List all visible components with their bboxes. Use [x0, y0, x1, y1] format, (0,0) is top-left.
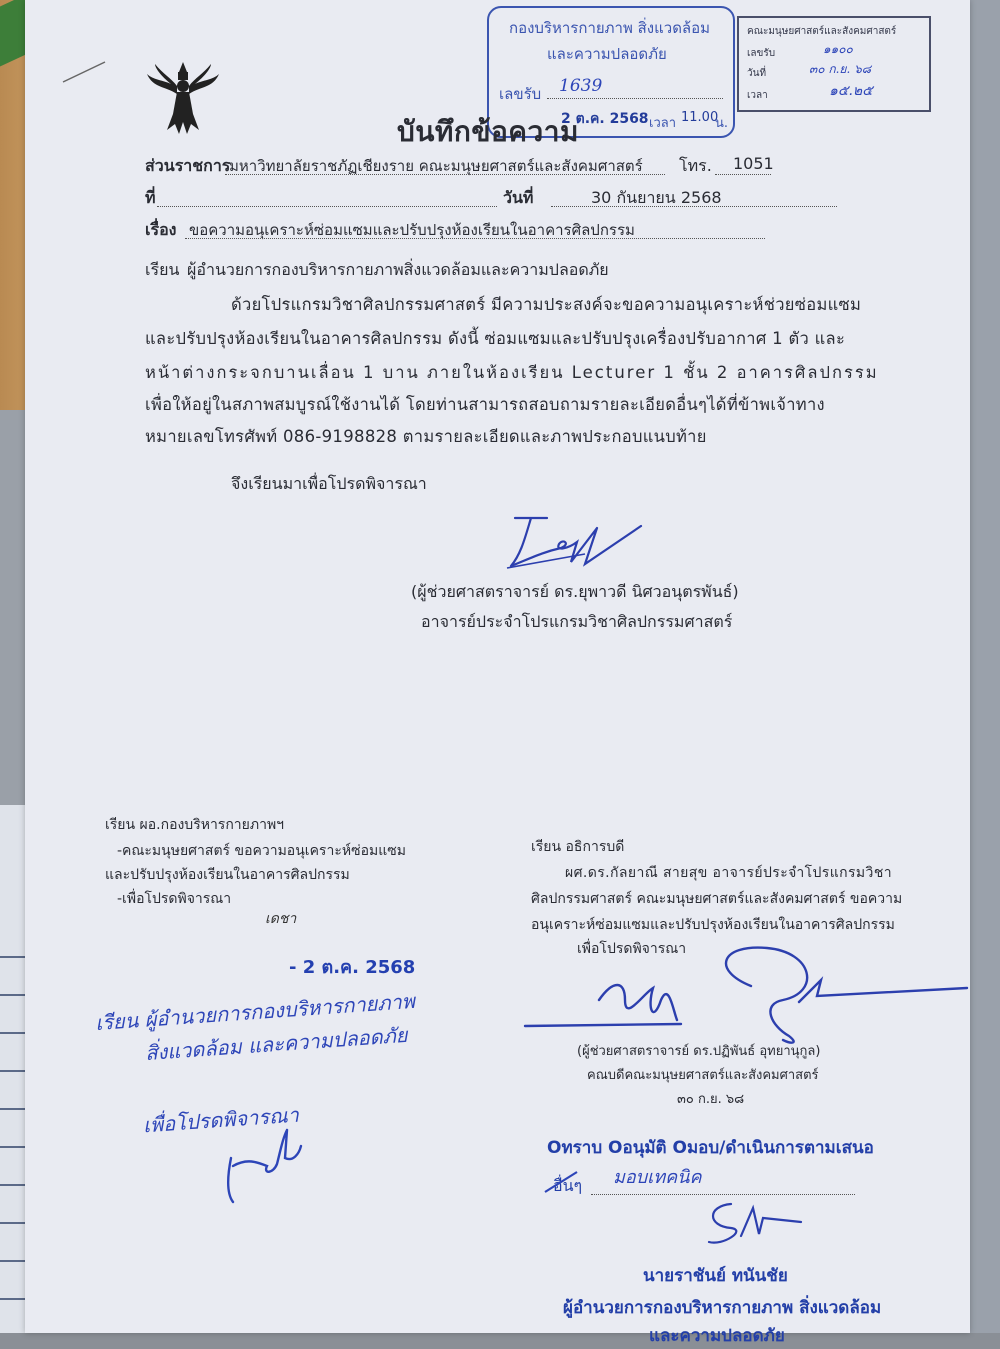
stamp-time-value: 11.00 — [681, 110, 719, 125]
left-hand-line1: เรียน ผู้อำนวยการกองบริหารกายภาพ — [94, 988, 416, 1036]
closing-text: จึงเรียนมาเพื่อโปรดพิจารณา — [231, 474, 427, 493]
subject-label: เรื่อง — [145, 220, 177, 239]
left-note-initials: เดชา — [265, 911, 297, 927]
director-other-value: มอบเทคนิค — [613, 1167, 702, 1188]
left-signature-icon — [217, 1118, 317, 1208]
right-note-line5: เพื่อโปรดพิจารณา — [577, 941, 687, 957]
dean-name: (ผู้ช่วยศาสตราจารย์ ดร.ปฏิพันธ์ อุทยานุกูล) — [577, 1044, 821, 1059]
tel-line — [715, 174, 771, 175]
faculty-stamp-date-label: วันที่ — [747, 68, 767, 79]
left-hand-line3: เพื่อโปรดพิจารณา — [142, 1102, 300, 1138]
stamp-time-suffix: น. — [715, 116, 729, 131]
dean-date: ๓๐ ก.ย. ๖๘ — [677, 1092, 745, 1107]
dept-label: ส่วนราชการ — [145, 156, 231, 175]
subject-value: ขอความอนุเคราะห์ซ่อมแซมและปรับปรุงห้องเรียนในอาคารศิลปกรรม — [189, 221, 635, 239]
date-label: วันที่ — [503, 188, 534, 207]
body-line-4: เพื่อให้อยู่ในสภาพสมบูรณ์ใช้งานได้ โดยท่านสามารถสอบถามรายละเอียดอื่นๆได้ที่ข้าพเจ้าทาง — [145, 395, 825, 414]
body-line-2: และปรับปรุงห้องเรียนในอาคารศิลปกรรม ดังนี้ ซ่อมแซมและปรับปรุงเครื่องปรับอากาศ 1 ตัว และ — [145, 329, 846, 348]
left-note-date-stamp: - 2 ต.ค. 2568 — [289, 957, 416, 978]
faculty-stamp-recv-label: เลขรับ — [747, 48, 776, 59]
body-line-1: ด้วยโปรแกรมวิชาศิลปกรรมศาสตร์ มีความประสงค์จะขอความอนุเคราะห์ช่วยซ่อมแซม — [231, 295, 862, 314]
stamp-recv-line — [547, 98, 723, 99]
director-signature-icon — [701, 1196, 811, 1252]
director-other-line — [591, 1194, 855, 1195]
tel-value: 1051 — [733, 154, 774, 173]
memo-page — [25, 0, 970, 1346]
stamp-recv-label: เลขรับ — [499, 85, 542, 103]
left-note-line2: -คณะมนุษยศาสตร์ ขอความอนุเคราะห์ซ่อมแซม — [117, 843, 406, 859]
faculty-stamp — [737, 16, 931, 112]
dean-signature-icon — [521, 940, 971, 1050]
left-note-line1: เรียน ผอ.กองบริหารกายภาพฯ — [105, 817, 285, 833]
date-line — [551, 206, 837, 207]
faculty-stamp-time-value: ๑๕.๒๕ — [829, 83, 873, 99]
director-name: นายราชันย์ ทนันชัย — [643, 1266, 788, 1286]
garuda-emblem-icon — [143, 58, 223, 138]
subject-line — [185, 238, 765, 239]
right-note-line2: ผศ.ดร.กัลยาณี สายสุข อาจารย์ประจำโปรแกรมวิชา — [565, 865, 892, 881]
ref-label: ที่ — [145, 188, 156, 207]
to-label: เรียน — [145, 260, 180, 279]
director-options: Oทราบ Oอนุมัติ Oมอบ/ดำเนินการตามเสนอ — [547, 1138, 874, 1158]
ref-line — [157, 206, 497, 207]
check-mark-icon — [541, 1168, 581, 1198]
faculty-stamp-date-value: ๓๐ ก.ย. ๖๘ — [809, 62, 871, 76]
stamp-date-value: 2 ต.ค. 2568 — [561, 111, 649, 127]
left-hand-line2: สิ่งแวดล้อม และความปลอดภัย — [144, 1022, 409, 1066]
left-note-line3: และปรับปรุงห้องเรียนในอาคารศิลปกรรม — [105, 867, 350, 883]
faculty-stamp-recv-value: ๑๑๐๐ — [823, 42, 853, 56]
stamp-recv-value: 1639 — [559, 76, 603, 96]
right-note-line4: อนุเคราะห์ซ่อมแซมและปรับปรุงห้องเรียนในอาคารศิลปกรรม — [531, 917, 895, 933]
to-value: ผู้อำนวยการกองบริหารกายภาพสิ่งแวดล้อมและความปลอดภัย — [187, 260, 609, 279]
faculty-stamp-time-label: เวลา — [747, 90, 768, 101]
signer-name: (ผู้ช่วยศาสตราจารย์ ดร.ยุพาวดี นิศวอนุตรพันธ์) — [411, 582, 739, 601]
director-other-label: อื่นๆ — [553, 1176, 583, 1195]
director-title1: ผู้อำนวยการกองบริหารกายภาพ สิ่งแวดล้อม — [563, 1298, 882, 1318]
stamp-line2: และความปลอดภัย — [547, 45, 667, 63]
memo-title: บันทึกข้อความ — [397, 115, 579, 148]
pen-mark — [59, 58, 109, 88]
director-title2: และความปลอดภัย — [649, 1326, 785, 1346]
body-line-5: หมายเลขโทรศัพท์ 086-9198828 ตามรายละเอียดและภาพประกอบแนบท้าย — [145, 427, 707, 446]
tel-label: โทร. — [679, 156, 712, 175]
date-value: 30 กันยายน 2568 — [591, 188, 722, 207]
right-note-line1: เรียน อธิการบดี — [531, 839, 625, 855]
signer-title: อาจารย์ประจำโปรแกรมวิชาศิลปกรรมศาสตร์ — [421, 612, 733, 631]
dept-line — [225, 174, 665, 175]
stamp-time-label: เวลา — [649, 116, 677, 131]
signature-icon — [501, 508, 651, 574]
body-line-3: หน้าต่างกระจกบานเลื่อน 1 บาน ภายในห้องเรียน Lecturer 1 ชั้น 2 อาคารศิลปกรรม — [145, 363, 879, 382]
stamp-line1: กองบริหารกายภาพ สิ่งแวดล้อม — [509, 19, 711, 37]
right-note-line3: ศิลปกรรมศาสตร์ คณะมนุษยศาสตร์และสังคมศาสตร์ ขอความ — [531, 891, 903, 907]
faculty-stamp-title: คณะมนุษยศาสตร์และสังคมศาสตร์ — [747, 26, 897, 37]
dept-value: มหาวิทยาลัยราชภัฏเชียงราย คณะมนุษยศาสตร์และสังคมศาสตร์ — [229, 157, 643, 175]
dean-title: คณบดีคณะมนุษยศาสตร์และสังคมศาสตร์ — [587, 1068, 819, 1083]
left-note-line4: -เพื่อโปรดพิจารณา — [117, 891, 232, 907]
